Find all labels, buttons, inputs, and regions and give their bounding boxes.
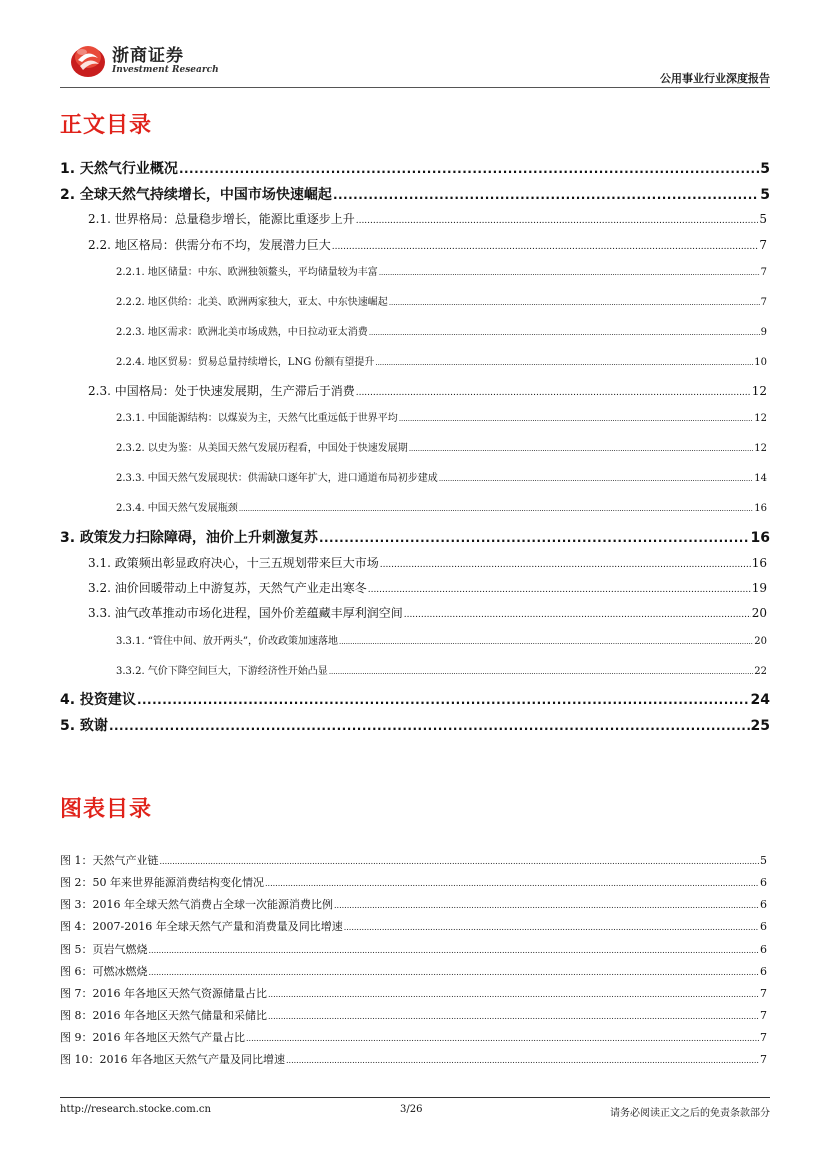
header-divider (60, 87, 770, 88)
toc-entry[interactable]: 2.3.3. 中国天然气发展现状：供需缺口逐年扩大，进口通道布局初步建成 ..... 14 (116, 469, 767, 484)
figures-title: 图表目录 (60, 797, 153, 822)
figure-entry[interactable]: 图 8：2016 年各地区天然气储量和采储比 ..... 7 (60, 1007, 767, 1023)
page-header (60, 38, 770, 88)
toc-title: 正文目录 (60, 113, 153, 138)
toc-entry[interactable]: 4. 投资建议 ..... 24 (60, 689, 770, 709)
toc-entry[interactable]: 2.2.4. 地区贸易：贸易总量持续增长，LNG 份额有望提升 ..... 10 (116, 353, 767, 368)
company-name-en: Investment Research (112, 65, 219, 75)
toc-entry[interactable]: 3.3. 油气改革推动市场化进程，国外价差蕴藏丰厚利润空间 ..... 20 (88, 604, 767, 621)
toc-entry[interactable]: 1. 天然气行业概况 ..... 5 (60, 158, 770, 178)
toc-entry[interactable]: 2.1. 世界格局：总量稳步增长，能源比重逐步上升 ..... 5 (88, 210, 767, 227)
figure-entry[interactable]: 图 7：2016 年各地区天然气资源储量占比 ..... 7 (60, 985, 767, 1001)
toc-entry[interactable]: 2.3.2. 以史为鉴：从美国天然气发展历程看，中国处于快速发展期 ..... 12 (116, 439, 767, 454)
toc-entry[interactable]: 2.3.4. 中国天然气发展瓶颈 ..... 16 (116, 499, 767, 514)
toc-entry[interactable]: 2. 全球天然气持续增长，中国市场快速崛起 ..... 5 (60, 184, 770, 204)
toc-entry[interactable]: 3.2. 油价回暖带动上中游复苏，天然气产业走出寒冬 ..... 19 (88, 579, 767, 596)
footer-disclaimer: 请务必阅读正文之后的免责条款部分 (610, 1108, 770, 1119)
figure-entry[interactable]: 图 3：2016 年全球天然气消费占全球一次能源消费比例 ..... 6 (60, 896, 767, 912)
toc-entry[interactable]: 3.1. 政策频出彰显政府决心，十三五规划带来巨大市场 ..... 16 (88, 554, 767, 571)
report-type: 公用事业行业深度报告 (660, 72, 770, 85)
page-number: 3/26 (400, 1104, 423, 1115)
figure-entry[interactable]: 图 9：2016 年各地区天然气产量占比 ..... 7 (60, 1029, 767, 1045)
figure-entry[interactable]: 图 5：页岩气燃烧 ..... 6 (60, 941, 767, 957)
toc-entry[interactable]: 2.3.1. 中国能源结构：以煤炭为主，天然气比重远低于世界平均 ..... 12 (116, 409, 767, 424)
toc-entry[interactable]: 3.3.1. “管住中间、放开两头”，价改政策加速落地 ..... 20 (116, 632, 767, 647)
toc-entry[interactable]: 2.2.3. 地区需求：欧洲北美市场成熟，中日拉动亚太消费 ..... 9 (116, 323, 767, 338)
toc-entry[interactable]: 5. 致谢 ..... 25 (60, 715, 770, 735)
toc-entry[interactable]: 3. 政策发力扫除障碍，油价上升刺激复苏 ..... 16 (60, 527, 770, 547)
figure-entry[interactable]: 图 6：可燃冰燃烧 ..... 6 (60, 963, 767, 979)
toc-entry[interactable]: 2.3. 中国格局：处于快速发展期，生产滞后于消费 ..... 12 (88, 382, 767, 399)
figure-entry[interactable]: 图 10：2016 年各地区天然气产量及同比增速 ..... 7 (60, 1051, 767, 1067)
toc-entry[interactable]: 2.2.2. 地区供给：北美、欧洲两家独大，亚太、中东快速崛起 ..... 7 (116, 293, 767, 308)
figure-entry[interactable]: 图 2：50 年来世界能源消费结构变化情况 ..... 6 (60, 874, 767, 890)
toc-entry[interactable]: 2.2. 地区格局：供需分布不均，发展潜力巨大 ..... 7 (88, 236, 767, 253)
figure-entry[interactable]: 图 4：2007-2016 年全球天然气产量和消费量及同比增速 ..... 6 (60, 918, 767, 934)
toc-entry[interactable]: 3.3.2. 气价下降空间巨大，下游经济性开始凸显 ..... 22 (116, 662, 767, 677)
company-logo-icon (68, 40, 108, 80)
footer-url[interactable]: http://research.stocke.com.cn (60, 1104, 211, 1115)
company-name-cn: 浙商证券 (112, 46, 184, 66)
footer-divider (60, 1097, 770, 1098)
figure-entry[interactable]: 图 1：天然气产业链 ..... 5 (60, 852, 767, 868)
toc-entry[interactable]: 2.2.1. 地区储量：中东、欧洲独领鳌头，平均储量较为丰富 ..... 7 (116, 263, 767, 278)
